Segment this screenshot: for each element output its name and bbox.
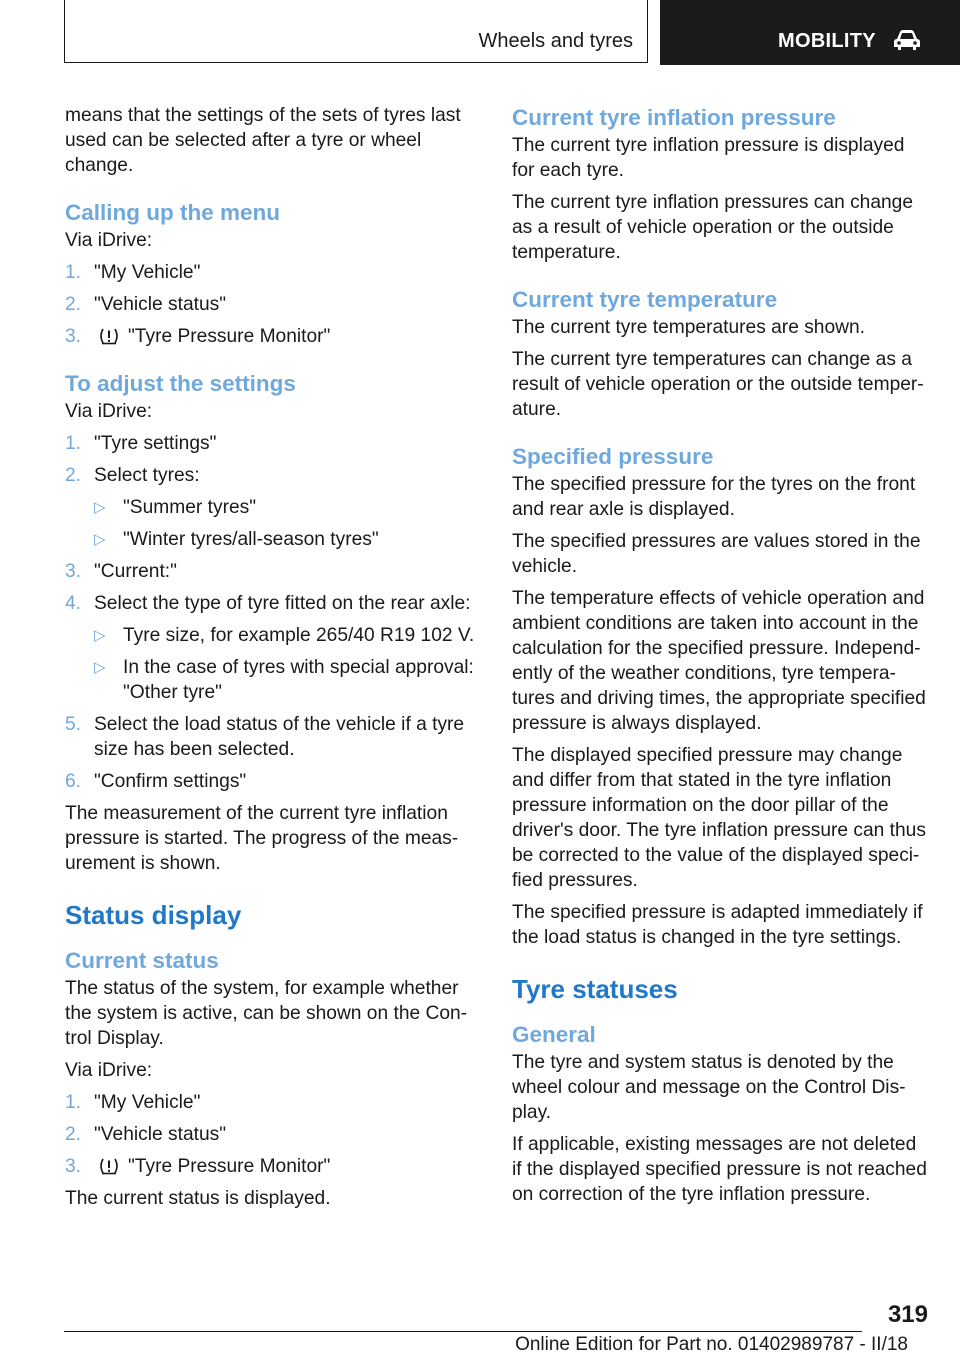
list-item: 2. "Vehicle status" xyxy=(65,1124,227,1145)
current-status-text: The status of the system, for example whether the system is active, can be shown on the Con-trol Display. xyxy=(65,978,468,1049)
list-item: 1. "My Vehicle" xyxy=(65,262,201,283)
section-title: Wheels and tyres xyxy=(478,30,633,52)
list-item: 5. Select the load status of the vehicle if a tyre size has been selected. xyxy=(65,714,465,760)
page-header xyxy=(64,0,960,65)
intro-paragraph: means that the settings of the sets of tyres last used can be selected after a tyre or wheel change. xyxy=(65,105,461,176)
left-column xyxy=(65,103,475,1218)
list-item: 2. Select tyres: ▷ "Summer tyres" ▷ "Winter tyres/all-season tyres" xyxy=(65,463,475,552)
temperature-p2: The current tyre temperatures can change as a result of vehicle operation or the outside temper-ature. xyxy=(512,349,924,420)
adjust-steps xyxy=(65,431,475,794)
specified-p1: The specified pressure for the tyres on the front and rear axle is displayed. xyxy=(512,474,916,520)
specified-p2: The specified pressures are values stored in the vehicle. xyxy=(512,531,921,577)
calling-menu-heading: Calling up the menu xyxy=(65,200,281,225)
tyre-pressure-warning-icon xyxy=(98,327,120,345)
general-heading: General xyxy=(512,1022,596,1047)
tyre-statuses-heading: Tyre statuses xyxy=(512,974,678,1004)
current-status-after: The current status is displayed. xyxy=(65,1188,331,1209)
general-p1: The tyre and system status is denoted by the wheel colour and message on the Control Dis-play. xyxy=(512,1052,906,1123)
inflation-p2: The current tyre inflation pressures can change as a result of vehicle operation or the outside temperature. xyxy=(512,192,914,263)
inflation-p1: The current tyre inflation pressure is displayed for each tyre. xyxy=(512,135,905,181)
specified-p3: The temperature effects of vehicle operation and ambient conditions are taken into account in the calculation for the specified pressure. Independ-ently of the weather conditions, tyre tempera-tures and driving times, the appropriate specified pressure is always displayed. xyxy=(512,588,926,734)
specified-p5: The specified pressure is adapted immediately if the load status is changed in the tyre settings. xyxy=(512,902,923,948)
adjust-via: Via iDrive: xyxy=(65,401,153,422)
calling-via: Via iDrive: xyxy=(65,230,153,251)
specified-pressure-heading: Specified pressure xyxy=(512,444,714,469)
edition-note: Online Edition for Part no. 01402989787 - II/18 xyxy=(515,1334,908,1355)
category-tab xyxy=(660,0,960,65)
list-item: ▷ In the case of tyres with special approval: "Other tyre" xyxy=(94,657,474,703)
list-item: 2. "Vehicle status" xyxy=(65,294,227,315)
general-p2: If applicable, existing messages are not deleted if the displayed specified pressure is not reached on correction of the tyre inflation pressure. xyxy=(512,1134,927,1205)
list-item: 1. "My Vehicle" xyxy=(65,1092,201,1113)
page-number: 319 xyxy=(887,1301,928,1328)
list-item: 3. "Tyre Pressure Monitor" xyxy=(65,326,331,347)
list-item: 1. "Tyre settings" xyxy=(65,433,217,454)
right-column xyxy=(512,103,930,1214)
calling-steps xyxy=(65,260,475,349)
tyre-temperature-heading: Current tyre temperature xyxy=(512,287,778,312)
specified-p4: The displayed specified pressure may change and differ from that stated in the tyre inflation pressure information on the door pillar of the driver's door. The tyre inflation pressure can thus be corrected to the value of the displayed speci-fied pressures. xyxy=(512,745,926,891)
footer-divider xyxy=(64,1331,862,1332)
current-status-steps xyxy=(65,1090,475,1179)
list-item: ▷ Tyre size, for example 265/40 R19 102 V. xyxy=(94,625,475,646)
list-item: 3. "Tyre Pressure Monitor" xyxy=(65,1156,331,1177)
list-item: 4. Select the type of tyre fitted on the rear axle: ▷ Tyre size, for example 265/40 R19 102 V. ▷ In the case of tyres with special approval: "Other tyre" xyxy=(65,593,475,703)
rear-axle-options xyxy=(94,623,475,705)
temperature-p1: The current tyre temperatures are shown. xyxy=(512,317,865,338)
car-icon xyxy=(892,29,922,51)
tyre-type-options xyxy=(94,495,475,552)
tyre-pressure-warning-icon xyxy=(98,1157,120,1175)
adjust-settings-heading: To adjust the settings xyxy=(65,371,296,396)
category-title: MOBILITY xyxy=(778,30,876,52)
list-item: 3. "Current:" xyxy=(65,561,177,582)
status-display-heading: Status display xyxy=(65,900,242,930)
list-item: 6. "Confirm settings" xyxy=(65,771,247,792)
current-status-heading: Current status xyxy=(65,948,219,973)
section-tab xyxy=(64,0,648,63)
inflation-pressure-heading: Current tyre inflation pressure xyxy=(512,105,836,130)
adjust-after: The measurement of the current tyre inflation pressure is started. The progress of the meas-urement is shown. xyxy=(65,803,459,874)
current-status-via: Via iDrive: xyxy=(65,1060,153,1081)
list-item: ▷ "Summer tyres" xyxy=(94,497,257,518)
list-item: ▷ "Winter tyres/all-season tyres" xyxy=(94,529,379,550)
